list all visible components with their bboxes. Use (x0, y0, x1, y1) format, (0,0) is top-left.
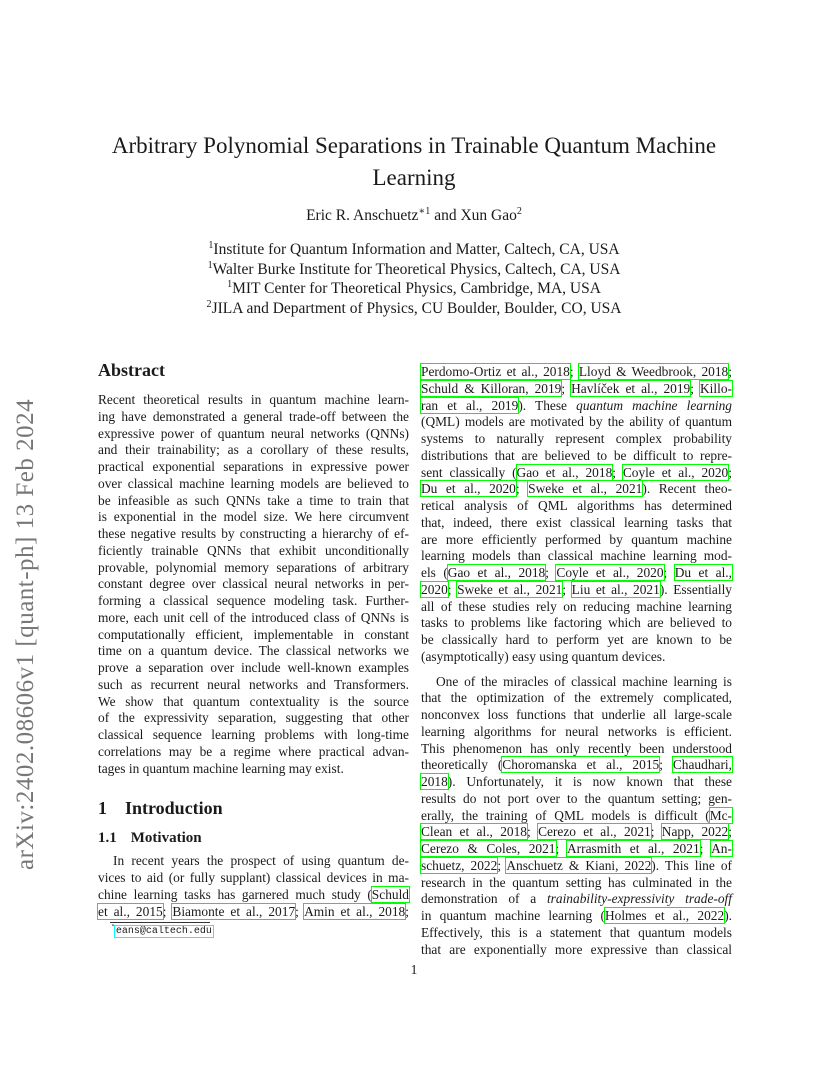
body-text: ). Recent theo- (642, 481, 733, 497)
intro-line: In recent years the prospect of using quantum de- (113, 853, 409, 869)
citation-link[interactable]: schuetz, 2022 (421, 857, 498, 873)
citation-link[interactable]: Perdomo-Ortiz et al., 2018 (421, 364, 570, 379)
separator: ). (724, 908, 732, 923)
separator: ; (545, 565, 557, 580)
citation-link[interactable]: Chaudhari, (672, 757, 732, 773)
body-line: be classically hard to perform yet are known to be (421, 632, 732, 647)
citation-link[interactable]: Clean et al., 2018 (421, 824, 528, 840)
abstract-line: over classical machine learning models are believed to (98, 475, 409, 491)
abstract-line: is exponential in the model size. We here circumvent (98, 509, 409, 525)
body-line: (asymptotically) easy using quantum devices. (421, 648, 666, 664)
body-line: that the optimization of the extremely complicated, (421, 690, 732, 706)
body-line (421, 774, 732, 791)
citation-link[interactable]: Amin et al., 2018 (304, 903, 406, 919)
section-number: 1 (98, 798, 107, 819)
citation-link[interactable]: Du et al., 2020 (421, 481, 516, 497)
author-1-sup: ∗1 (418, 205, 431, 217)
citation-link[interactable]: Liu et al., 2021 (571, 581, 660, 597)
body-line: results do not port over to the quantum setting; gen- (421, 790, 732, 806)
abstract-line: We show that quantum contextuality is the source (98, 693, 409, 709)
body-text: theoretically ( (421, 757, 503, 773)
body-line: are more efficiently performed by quantum machine (421, 531, 732, 547)
subsection-number: 1.1 (98, 830, 117, 847)
separator: ; (562, 581, 572, 597)
body-text: erally, the training of QML models is difficult ( (421, 807, 710, 823)
separator: ; (612, 464, 623, 480)
author-1: Eric R. Anschuetz (306, 207, 419, 224)
abstract-line: provable, polynomial memory separations of arbitrary (98, 559, 409, 575)
affiliation-mark: 1 (208, 239, 214, 251)
separator: ; (728, 464, 732, 480)
body-text: in quantum machine learning ( (421, 908, 605, 923)
abstract-line: these negative results by constructing a hierarchy of ef- (98, 526, 409, 541)
separator: ; (728, 824, 732, 840)
citation-link[interactable]: Schuld & Killoran, 2019 (421, 380, 562, 396)
separator: ; (405, 903, 409, 919)
body-line: all of these studies rely on reducing machine learning (421, 598, 732, 614)
body-line: (QML) models are motivated by the ability of quantum (421, 414, 732, 430)
separator: ; (295, 903, 305, 919)
citation-link[interactable]: Arrasmith et al., 2021 (567, 841, 700, 856)
affiliations (100, 240, 728, 318)
email-link[interactable]: eans@caltech.edu (115, 926, 212, 937)
intro-line (98, 887, 409, 904)
affiliation (100, 279, 728, 299)
abstract-line: ficiently trainable QNNs that exhibit unconditionally (98, 542, 409, 558)
author-conjunction: and (430, 207, 461, 224)
abstract-line: computationally efficient, implementable in constant (98, 626, 409, 642)
citation-link[interactable]: An- (711, 841, 732, 856)
footnote-rule (110, 922, 210, 923)
citation-link[interactable]: Mc- (709, 807, 732, 823)
citation-link[interactable]: Napp, 2022 (661, 824, 729, 840)
citation-link[interactable]: Coyle et al., 2020 (556, 565, 664, 580)
abstract-line: ing have demonstrated a general trade-off between the (98, 408, 409, 424)
citation-link[interactable]: 2018 (421, 774, 448, 789)
citation-link[interactable]: Cerezo et al., 2021 (538, 824, 651, 840)
citation-link[interactable]: Du et al., (674, 565, 732, 580)
abstract-line: practical exponential separations in expressive power (98, 459, 409, 474)
body-line: systems to naturally represent complex probability (421, 431, 732, 446)
body-line (421, 465, 732, 482)
citation-link[interactable]: Anschuetz & Kiani, 2022 (506, 857, 652, 873)
subsection-heading-motivation (98, 829, 409, 853)
affiliation-text: Institute for Quantum Information and Matter, Caltech, CA, USA (213, 241, 620, 258)
author-2-sup: 2 (516, 205, 522, 217)
citation-link[interactable]: 2020 (421, 581, 448, 597)
title-line-1: Arbitrary Polynomial Separations in Trainable Quantum Machine (111, 133, 717, 158)
citation-link[interactable]: Havlíček et al., 2019 (571, 380, 691, 396)
body-line (421, 824, 732, 841)
page-number: 1 (410, 962, 418, 977)
citation-link[interactable]: Sweke et al., 2021 (457, 581, 563, 597)
body-text: sent classically ( (421, 464, 517, 480)
intro-paragraph-continued (421, 364, 732, 666)
affiliation-text: JILA and Department of Physics, CU Boulder, Boulder, CO, USA (211, 299, 622, 317)
citation-link[interactable]: ran et al., 2019 (421, 397, 519, 413)
body-line (421, 364, 732, 381)
body-line (421, 891, 732, 908)
body-line (421, 808, 732, 825)
body-text: els ( (421, 565, 448, 580)
separator: ; (650, 824, 662, 840)
body-line: learning models than classical machine learning mod- (421, 548, 732, 564)
body-text: demonstration of a (421, 891, 547, 907)
citation-link[interactable]: Schuld (371, 886, 409, 902)
separator: ; (728, 364, 732, 379)
body-line: that are exponentially more expressive than classical (421, 941, 732, 957)
separator: ; (515, 481, 529, 497)
body-line: research in the quantum setting has culminated in the (421, 874, 732, 890)
body-line: tasks to problems like factoring which are believed to (421, 615, 732, 631)
abstract-line: prove a separation over include well-known examples (98, 660, 409, 675)
separator: ; (162, 903, 173, 919)
body-line (421, 398, 732, 415)
section-heading-introduction (98, 795, 409, 829)
body-line (421, 841, 732, 858)
affiliation-text: MIT Center for Theoretical Physics, Cambridge, MA, USA (232, 280, 601, 297)
abstract-line: correlations may be a regime where practical advan- (98, 743, 409, 759)
abstract-line: time on a quantum device. The classical networks we (98, 643, 409, 659)
section-title: Introduction (125, 798, 223, 819)
author-2: Xun Gao (460, 207, 517, 224)
separator: ; (663, 565, 675, 580)
affiliation-text: Walter Burke Institute for Theoretical Physics, Caltech, CA, USA (212, 260, 621, 278)
abstract-body (98, 392, 409, 777)
citation-link[interactable]: Lloyd & Weedbrook, 2018 (578, 364, 729, 379)
body-text: ). Unfortunately, it is now known that these (447, 774, 732, 789)
footnote (111, 923, 213, 937)
citation-link[interactable]: Killo- (700, 380, 732, 396)
left-column (98, 358, 409, 920)
intro-line (98, 904, 409, 921)
body-line: learning algorithms for neural networks is efficient. (421, 723, 732, 739)
separator: ; (561, 380, 572, 396)
abstract-line: forming a classical sequence modeling task. Further- (98, 593, 409, 608)
paragraph-miracles (421, 674, 732, 959)
abstract-line: classical sequence learning problems with long-time (98, 727, 409, 742)
affiliation (100, 260, 728, 280)
citation-link[interactable]: Holmes et al., 2022 (604, 908, 725, 923)
citation-link[interactable]: Choromanska et al., 2015 (502, 757, 660, 773)
footnote-mark: * (111, 923, 115, 931)
author-list (100, 207, 728, 225)
citation-link[interactable]: Cerezo & Coles, 2021 (421, 841, 556, 856)
abstract-line: tages in quantum machine learning may exist. (98, 760, 344, 776)
citation-link[interactable]: Biamonte et al., 2017 (172, 903, 296, 919)
citation-link[interactable]: Coyle et al., 2020 (622, 464, 729, 480)
affiliation (100, 299, 728, 319)
separator: ; (569, 364, 579, 379)
abstract-line: and their trainability; as a corollary of these results, (98, 442, 409, 458)
affiliation-mark: 1 (227, 278, 233, 290)
body-line (421, 565, 732, 582)
body-line: Effectively, this is a statement that quantum models (421, 924, 732, 940)
abstract-line: of the expressivity separation, suggesting that other (98, 710, 409, 726)
citation-link[interactable]: et al., 2015 (98, 903, 163, 919)
arxiv-identifier: arXiv:2402.08606v1 [quant-ph] 13 Feb 2024 (12, 398, 39, 870)
paper-title (100, 130, 728, 194)
abstract-line: Recent theoretical results in quantum machine learn- (98, 392, 409, 407)
separator: ; (659, 757, 673, 773)
abstract-line: constant degree over classical neural networks in per- (98, 576, 409, 592)
abstract-line: such as recurrent neural networks and Transformers. (98, 676, 409, 692)
body-line: One of the miracles of classical machine learning is (436, 673, 732, 689)
abstract-heading: Abstract (98, 360, 165, 380)
citation-link[interactable]: Gao et al., 2018 (447, 565, 546, 580)
separator: ; (690, 380, 700, 396)
abstract-line: expressive power of quantum neural networks (QNNs) (98, 425, 409, 441)
affiliation-mark: 1 (207, 259, 213, 271)
separator: ; (447, 581, 458, 597)
body-line (421, 381, 732, 398)
body-line (421, 757, 732, 774)
affiliation-mark: 2 (206, 298, 212, 310)
body-text: ). These (518, 397, 577, 413)
body-line (421, 481, 732, 498)
title-line-2: Learning (372, 165, 456, 190)
body-line: distributions that are believed to be difficult to repre- (421, 447, 732, 463)
separator: ; (527, 824, 539, 840)
separator: ; (699, 841, 712, 856)
subsection-title: Motivation (130, 830, 202, 847)
right-column (421, 364, 732, 958)
abstract-line: more, each unit cell of the introduced class of QNNs is (98, 609, 409, 625)
citation-link[interactable]: Gao et al., 2018 (516, 464, 613, 480)
emphasis-text: trainability-expressivity trade-off (546, 891, 732, 907)
body-line: retical analysis of QML algorithms has determined (421, 498, 732, 513)
body-line: that, indeed, there exist classical learning tasks that (421, 514, 732, 530)
body-text: ). This line of (651, 857, 732, 873)
separator: ; (555, 841, 567, 856)
intro-paragraph (98, 853, 409, 920)
body-line (421, 582, 732, 599)
citation-link[interactable]: Sweke et al., 2021 (528, 481, 643, 497)
body-line: This phenomenon has only recently been understood (421, 740, 732, 756)
body-text: ). Essentially (659, 581, 732, 597)
body-line: nonconvex loss functions that underlie all large-scale (421, 707, 732, 722)
intro-line: vices to aid (or fully supplant) classical devices in ma- (98, 870, 409, 885)
separator: ; (497, 857, 507, 873)
affiliation (100, 240, 728, 260)
emphasis-text: quantum machine learning (576, 397, 732, 413)
abstract-line: be infeasible as such QNNs take a time to train that (98, 492, 409, 508)
body-line (421, 858, 732, 875)
intro-text: chine learning tasks has garnered much study ( (98, 886, 372, 902)
body-line (421, 908, 732, 925)
